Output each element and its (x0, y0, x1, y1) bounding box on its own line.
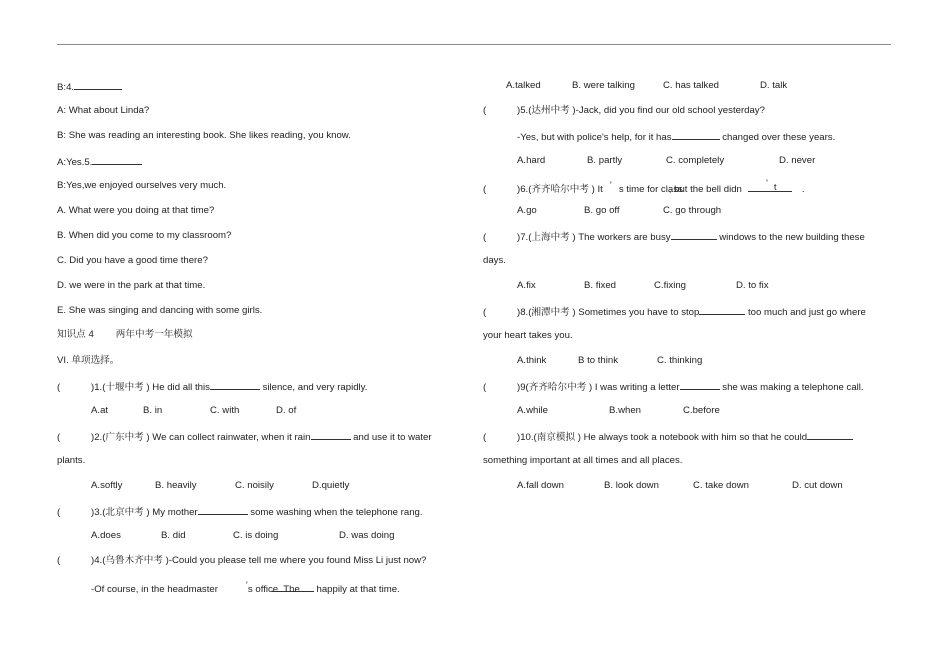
q9-paren: ( (483, 382, 487, 393)
q5-paren: ( (483, 105, 487, 116)
question-2 (57, 430, 432, 444)
q4-option-a: A.talked (506, 80, 541, 91)
dialogue-option-e: E. She was singing and dancing with some girls. (57, 305, 263, 316)
q3-option-c: C. is doing (233, 530, 279, 541)
q1-option-c: C. with (210, 405, 240, 416)
q7-continuation: days. (483, 255, 506, 266)
q10-option-d: D. cut down (792, 480, 843, 491)
q1-option-a: A.at (91, 405, 109, 416)
q7-text-after: windows to the new building these (719, 232, 865, 243)
q4-option-d: D. talk (760, 80, 788, 91)
q2-text-after: and use it to water (353, 432, 432, 443)
dialogue-option-d: D. we were in the park at that time. (57, 280, 206, 291)
q2-blank (311, 430, 351, 440)
blank-5 (92, 155, 142, 165)
dialogue-option-a: A. What were you doing at that time? (57, 205, 215, 216)
blank-4 (74, 80, 122, 90)
q7-options (517, 280, 769, 292)
q2-option-c: C. noisily (235, 480, 274, 491)
q3-option-a: A.does (91, 530, 121, 541)
q9-option-a: A.while (517, 405, 548, 416)
dialogue-b-reading: B: She was reading an interesting book. She likes reading, you know. (57, 130, 351, 141)
q1-blank (210, 380, 260, 390)
q2-continuation: plants. (57, 455, 86, 466)
q6-text-mid: s time for class (618, 184, 683, 195)
q8-option-a: A.think (517, 355, 547, 366)
q9-option-c: C.before (683, 405, 720, 416)
q2-option-d: D.quietly (312, 480, 350, 491)
dialogue-option-c: C. Did you have a good time there? (57, 255, 208, 266)
q6-option-c: C. go through (663, 205, 722, 216)
q7-option-d: D. to fix (736, 280, 769, 291)
q10-paren: ( (483, 432, 487, 443)
q10-option-b: B. look down (604, 480, 659, 491)
question-8 (483, 305, 866, 319)
q4-option-b: B. were talking (572, 80, 635, 91)
question-5 (483, 105, 765, 117)
q7-option-b: B. fixed (584, 280, 616, 291)
q5-option-c: C. completely (666, 155, 725, 166)
q8-paren: ( (483, 307, 487, 318)
q1-text-after: silence, and very rapidly. (262, 382, 368, 393)
question-9 (483, 380, 864, 394)
q5-option-d: D. never (779, 155, 816, 166)
q5-text: )5.(达州中考 )-Jack, did you find our old school yesterday? (517, 105, 765, 116)
knowledge-point (57, 329, 193, 341)
q6-paren: ( (483, 184, 487, 195)
q8-option-b: B to think (578, 355, 618, 366)
question-6 (483, 180, 805, 196)
q4-line-2 (91, 580, 400, 596)
q10-option-a: A.fall down (517, 480, 564, 491)
q1-options (91, 405, 296, 417)
q7-option-c: C.fixing (654, 280, 686, 291)
q7-blank (671, 230, 717, 240)
q5-option-a: A.hard (517, 155, 546, 166)
q10-continuation: something important at all times and all places. (483, 455, 683, 466)
q2-text: )2.(广东中考 ) We can collect rainwater, when it rain (91, 432, 311, 443)
knowledge-point-label: 知识点 4 (57, 329, 94, 340)
question-3 (57, 505, 423, 519)
q8-blank (699, 305, 745, 315)
q6-option-b: B. go off (584, 205, 620, 216)
q3-options (91, 530, 394, 542)
section-title: VI. 单项选择。 (57, 355, 120, 366)
q1-paren: ( (57, 382, 61, 393)
q8-option-c: C. thinking (657, 355, 703, 366)
q6-text-mid2: , but the bell didn (668, 184, 742, 195)
q5-line2-part-b: changed over these years. (722, 132, 836, 143)
q5-line2-part-a: -Yes, but with police's help, for it has (517, 132, 672, 143)
q5-blank (672, 130, 720, 140)
q9-text-after: she was making a telephone call. (722, 382, 864, 393)
dialogue-a-yes5-text: A:Yes.5. (57, 157, 93, 168)
q6-apostrophe: ’ (609, 180, 612, 191)
top-rule (57, 44, 891, 45)
q3-paren: ( (57, 507, 61, 518)
q6-t: t (773, 182, 777, 193)
dialogue-a-linda: A: What about Linda? (57, 105, 150, 116)
q7-text: )7.(上海中考 ) The workers are busy (517, 232, 671, 243)
q8-options (517, 355, 702, 367)
q3-option-d: D. was doing (339, 530, 395, 541)
q6-end: . (801, 184, 805, 195)
q2-paren: ( (57, 432, 61, 443)
q4-line2-part-a: -Of course, in the headmaster (91, 584, 218, 595)
q2-option-a: A.softly (91, 480, 123, 491)
q4-paren: ( (57, 555, 61, 566)
q7-paren: ( (483, 232, 487, 243)
dialogue-b4 (57, 80, 122, 94)
q3-text: )3.(北京中考 ) My mother (91, 507, 198, 518)
q7-option-a: A.fix (517, 280, 536, 291)
question-7 (483, 230, 865, 244)
q3-text-after: some washing when the telephone rang. (250, 507, 423, 518)
q5-line-2 (517, 130, 835, 144)
q5-option-b: B. partly (587, 155, 623, 166)
q6-options (517, 205, 721, 217)
q4-line2-part-c: happily at that time. (316, 584, 400, 595)
q3-blank (198, 505, 248, 515)
q4-option-c: C. has talked (663, 80, 719, 91)
dialogue-b-enjoyed: B:Yes,we enjoyed ourselves very much. (57, 180, 227, 191)
q10-text: )10.(南京模拟 ) He always took a notebook with him so that he could (517, 432, 808, 443)
q6-blank (748, 178, 792, 193)
q10-option-c: C. take down (693, 480, 749, 491)
q9-text: )9(齐齐哈尔中考 ) I was writing a letter (517, 382, 680, 393)
question-1 (57, 380, 367, 394)
q4-line2-part-b: s office. The (247, 584, 300, 595)
q1-text: )1.(十堰中考 ) He did all this (91, 382, 210, 393)
q10-blank (807, 430, 853, 440)
question-10 (483, 430, 853, 444)
q3-option-b: B. did (161, 530, 186, 541)
question-4 (57, 555, 426, 567)
q5-options (517, 155, 815, 167)
q6-apostrophe-2: ’ (765, 178, 769, 189)
q2-options (91, 480, 349, 492)
q6-text: )6.(齐齐哈尔中考 ) It (517, 184, 603, 195)
q4-options (506, 80, 787, 92)
q6-option-a: A.go (517, 205, 537, 216)
q8-continuation: your heart takes you. (483, 330, 573, 341)
q9-blank (680, 380, 720, 390)
q1-option-d: D. of (276, 405, 297, 416)
q8-text: )8.(湘潭中考 ) Sometimes you have to stop (517, 307, 700, 318)
knowledge-point-title: 两年中考一年模拟 (115, 329, 193, 340)
q9-options (517, 405, 720, 417)
q4-blank (272, 582, 314, 592)
dialogue-a-yes5 (57, 155, 142, 169)
q2-option-b: B. heavily (155, 480, 197, 491)
dialogue-b4-text: B:4. (57, 82, 75, 93)
q4-text: )4.(乌鲁木齐中考 )-Could you please tell me where you found Miss Li just now? (91, 555, 427, 566)
q4-apostrophe: ’ (245, 580, 248, 591)
q8-text-after: too much and just go where (748, 307, 866, 318)
q10-options (517, 480, 843, 492)
q9-option-b: B.when (609, 405, 641, 416)
q1-option-b: B. in (143, 405, 163, 416)
dialogue-option-b: B. When did you come to my classroom? (57, 230, 232, 241)
